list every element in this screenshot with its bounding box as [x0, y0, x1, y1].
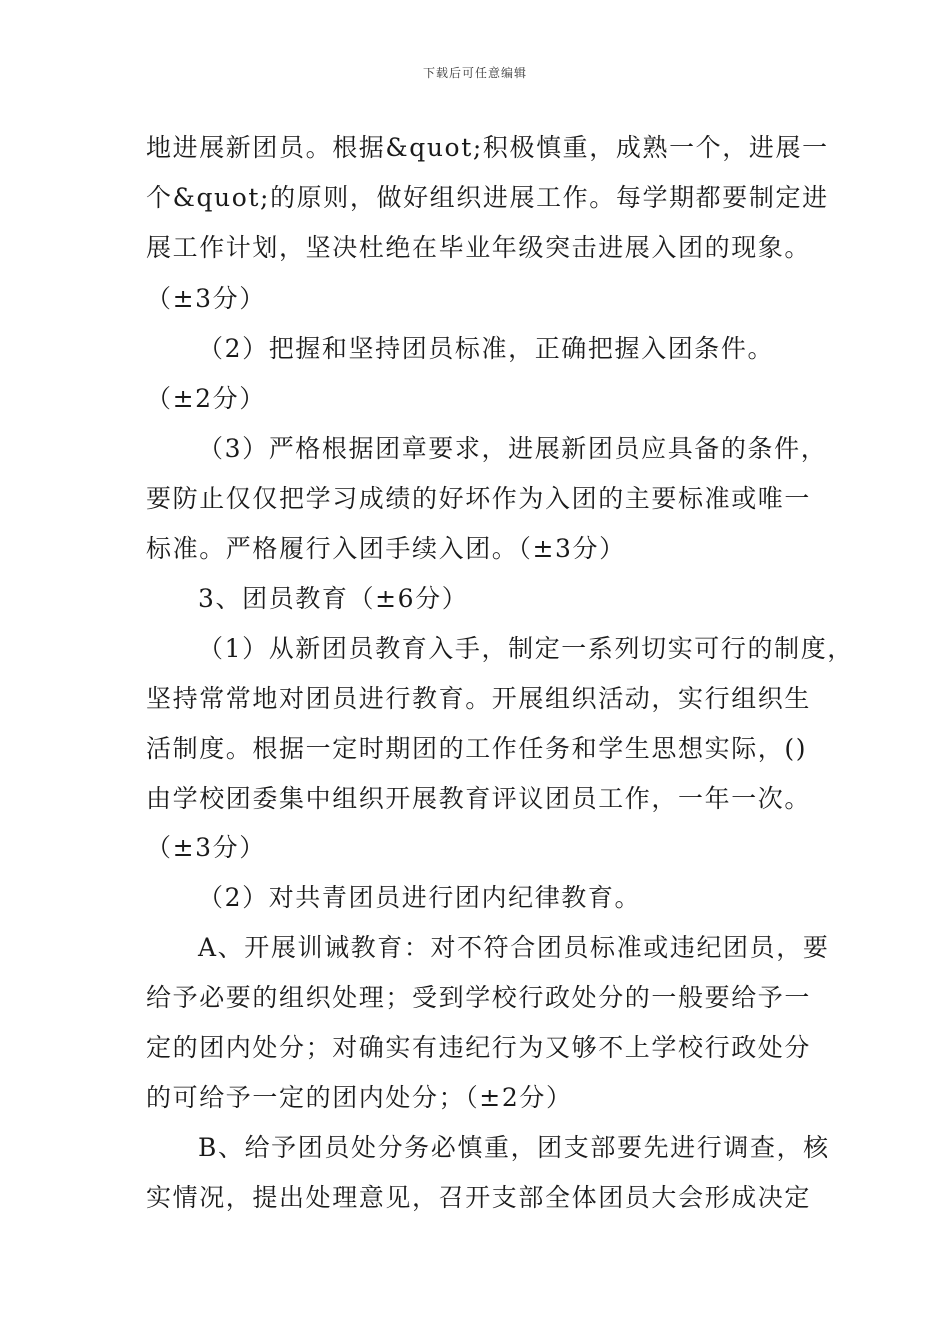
text-line: （±3分）: [146, 284, 266, 313]
text-line: （2）对共青团员进行团内纪律教育。: [198, 883, 642, 912]
text-line: B、给予团员处分务必慎重，团支部要先进行调查，核: [198, 1133, 830, 1162]
text-line: 给予必要的组织处理；受到学校行政处分的一般要给予一: [146, 983, 812, 1012]
text-line: 的可给予一定的团内处分；（±2分）: [146, 1083, 573, 1112]
page-header: 下载后可任意编辑: [422, 66, 527, 80]
text-line: A、开展训诫教育：对不符合团员标准或违纪团员，要: [198, 933, 830, 962]
text-line: （1）从新团员教育入手，制定一系列切实可行的制度，: [198, 634, 854, 663]
text-line: （±2分）: [146, 384, 266, 413]
text-line: 坚持常常地对团员进行教育。开展组织活动，实行组织生: [146, 684, 812, 713]
text-line: （3）严格根据团章要求，进展新团员应具备的条件，: [198, 434, 828, 463]
text-line: 由学校团委集中组织开展教育评议团员工作，一年一次。: [146, 784, 812, 813]
text-line: 活制度。根据一定时期团的工作任务和学生思想实际，(): [146, 734, 808, 763]
text-line: 实情况，提出处理意见，召开支部全体团员大会形成决定: [146, 1183, 812, 1212]
text-line: 展工作计划，坚决杜绝在毕业年级突击进展入团的现象。: [146, 233, 812, 262]
text-line: （2）把握和坚持团员标准，正确把握入团条件。: [198, 334, 775, 363]
text-line: （±3分）: [146, 833, 266, 862]
text-line: 地进展新团员。根据&quot;积极慎重，成熟一个，进展一: [146, 133, 829, 162]
text-line: 个&quot;的原则，做好组织进展工作。每学期都要制定进: [146, 183, 829, 212]
text-line: 定的团内处分；对确实有违纪行为又够不上学校行政处分: [146, 1033, 812, 1062]
text-line: 要防止仅仅把学习成绩的好坏作为入团的主要标准或唯一: [146, 484, 812, 513]
text-line: 标准。严格履行入团手续入团。（±3分）: [146, 534, 626, 563]
section-heading: 3、团员教育（±6分）: [198, 584, 469, 613]
